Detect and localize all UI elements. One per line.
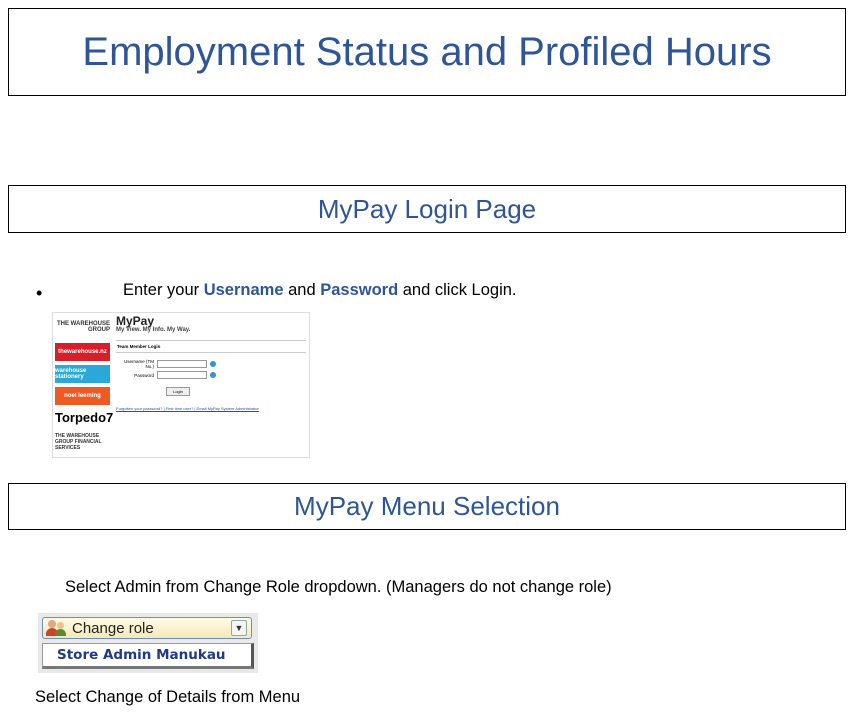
bullet-icon: • (36, 283, 43, 303)
details-instruction: Select Change of Details from Menu (35, 688, 301, 706)
help-icon[interactable] (210, 372, 216, 378)
username-row (116, 359, 306, 369)
users-icon (46, 620, 68, 636)
warehouse-stationery-logo: warehouse stationery (55, 365, 110, 383)
password-input[interactable] (157, 371, 207, 379)
warehouse-group-logo: THE WAREHOUSE GROUP (55, 315, 110, 339)
menu-section-heading: MyPay Menu Selection (294, 491, 560, 521)
username-input[interactable] (157, 360, 207, 368)
change-role-label: Change role (72, 619, 154, 637)
username-keyword: Username (203, 281, 284, 299)
login-button[interactable]: Login (166, 387, 190, 396)
store-admin-option[interactable]: Store Admin Manukau (42, 643, 254, 669)
torpedo7-logo: Torpedo7 (55, 409, 114, 425)
username-label: Username (TM No.) (123, 359, 154, 369)
noel-leeming-logo: noel leeming (55, 387, 110, 405)
login-section-heading-box (8, 185, 846, 233)
mypay-tagline: My View. My Info. My Way. (116, 327, 191, 333)
password-label: Password (134, 372, 154, 378)
change-role-dropdown[interactable] (42, 617, 252, 639)
password-row (116, 371, 306, 379)
login-help-links[interactable]: Forgotten your password? | First time user? | Email MyPay System Administrator (116, 406, 259, 411)
admin-instruction: Select Admin from Change Role dropdown. (Managers do not change role) (65, 578, 612, 596)
menu-section-heading-box (8, 483, 846, 530)
document-title: Employment Status and Profiled Hours (82, 29, 772, 74)
login-form-area (116, 315, 306, 411)
warehouse-financial-logo: THE WAREHOUSE GROUP FINANCIAL SERVICES (55, 429, 110, 455)
document-title-box (8, 8, 846, 96)
mypay-app-title: MyPay (116, 314, 155, 328)
password-keyword: Password (320, 281, 399, 299)
login-screenshot (52, 312, 310, 458)
change-role-widget (38, 613, 258, 673)
login-section-heading: MyPay Login Page (317, 193, 537, 224)
chevron-down-icon[interactable]: ▼ (231, 620, 247, 636)
the-warehouse-logo: thewarehouse.nz (55, 343, 110, 361)
help-icon[interactable] (210, 361, 216, 367)
brand-logo-column (55, 315, 114, 459)
team-member-login-bar: Team Member Login (116, 340, 306, 353)
